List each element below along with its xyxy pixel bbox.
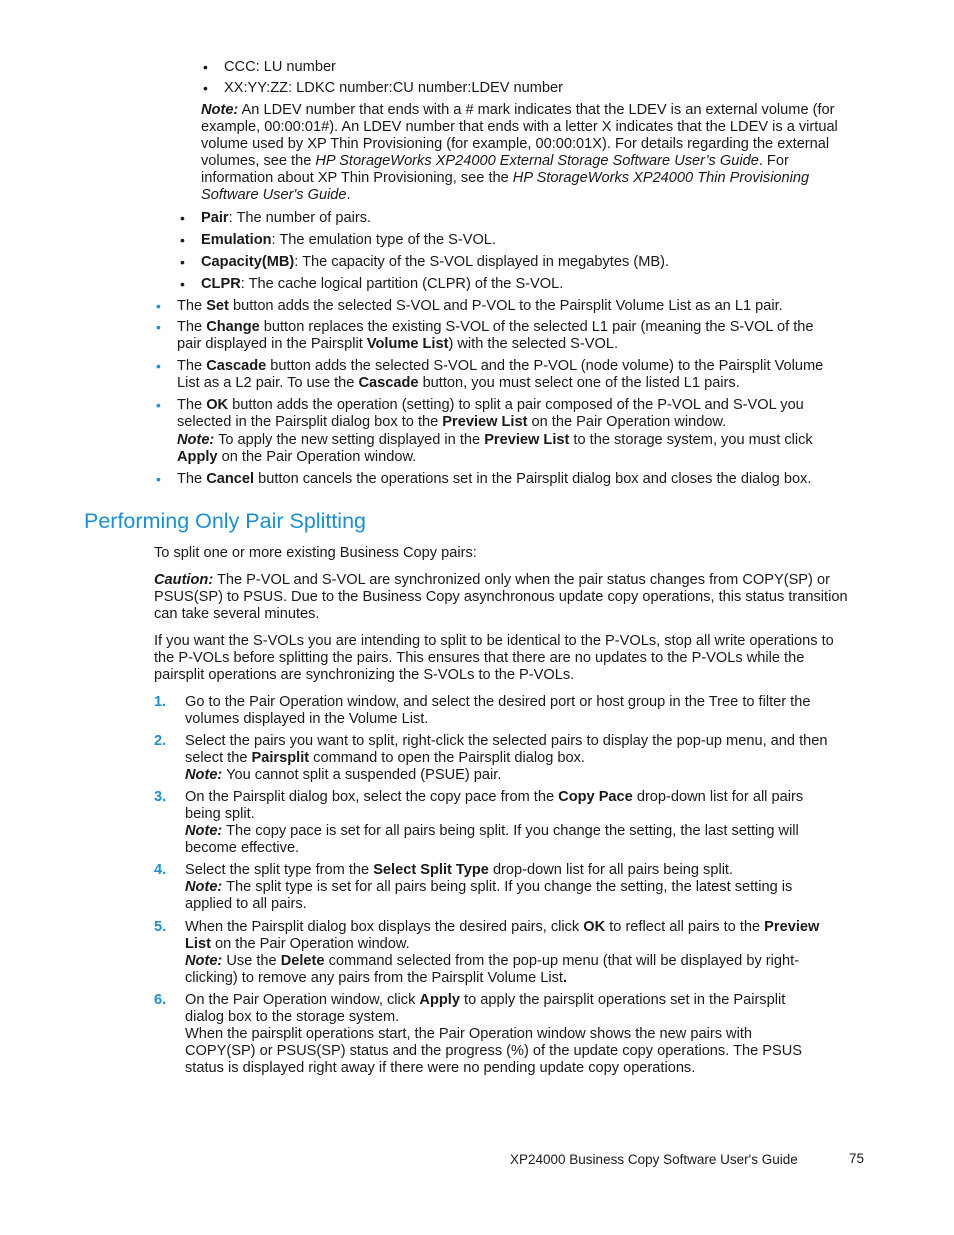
intro-text: To split one or more existing Business Copy pairs: (154, 545, 477, 561)
bullet-dot: • (180, 232, 185, 248)
cancel-button-desc: The Cancel button cancels the operations set in the Pairsplit dialog box and closes the dialog box. (177, 471, 812, 487)
change-button-desc: The Change button replaces the existing S-VOL of the selected L1 pair (meaning the S-VOL of the pair displayed in the Pairsplit Volume List) with the selected S-VOL. (177, 319, 814, 352)
sync-paragraph: If you want the S-VOLs you are intending to split to be identical to the P-VOLs, stop all write operations to the P-VOLs before splitting the pairs. This ensures that there are no updates to the P-VOLs while the pairsplit operations are synchronizing the S-VOLs to the P-VOLs. (154, 633, 834, 683)
bullet-dot: • (156, 319, 161, 335)
field-emulation: Emulation: The emulation type of the S-VOL. (201, 232, 496, 248)
bullet-dot: • (180, 254, 185, 270)
sub-bullet-ccc: CCC: LU number (224, 59, 336, 75)
field-clpr: CLPR: The cache logical partition (CLPR) of the S-VOL. (201, 276, 564, 292)
sub-bullet-xxyyzz: XX:YY:ZZ: LDKC number:CU number:LDEV number (224, 80, 564, 96)
section-heading: Performing Only Pair Splitting (84, 509, 366, 533)
bullet-dot: • (180, 276, 185, 292)
step-5: When the Pairsplit dialog box displays the desired pairs, click OK to reflect all pairs to the Preview List on the Pair Operation window. Note: Use the Delete command selected from the pop-up menu (that will be displayed by right-clicking) to remove any pairs from the Pairsplit Volume List. (185, 919, 820, 986)
bullet-dot: • (156, 471, 161, 487)
page-number: 75 (849, 1151, 865, 1166)
ok-note: Note: To apply the new setting displayed in the Preview List to the storage system, you must click Apply on the Pair Operation window. (177, 432, 813, 465)
bullet-dot: • (156, 358, 161, 374)
caution-paragraph: Caution: The P-VOL and S-VOL are synchronized only when the pair status changes from COPY(SP) or PSUS(SP) to PSUS. Due to the Business Copy asynchronous update copy operations, this status transition can take several minutes. (154, 572, 848, 622)
bullet-dot: • (156, 397, 161, 413)
note-label: Note: (201, 102, 239, 118)
note-text: . (346, 187, 351, 203)
ok-button-desc: The OK button adds the operation (setting) to split a pair composed of the P-VOL and S-VOL you selected in the Pairsplit dialog box to the Preview List on the Pair Operation window. (177, 397, 804, 430)
step-3: On the Pairsplit dialog box, select the copy pace from the Copy Pace drop-down list for all pairs being split. Note: The copy pace is set for all pairs being split. If you change the setting, the last setting will become effective. (185, 789, 804, 856)
note-text: . For information about XP Thin Provisioning, see the (201, 153, 789, 186)
note-ldev (201, 102, 841, 204)
step-6: On the Pair Operation window, click Apply to apply the pairsplit operations set in the Pairsplit dialog box to the storage system. When the pairsplit operations start, the Pair Operation window shows the new pairs with COPY(SP) or PSUS(SP) status and the progress (%) of the update copy operations. The PSUS status is displayed right away if there were no pending update copy operations. (185, 992, 803, 1076)
step-number: 3. (154, 789, 167, 805)
footer-guide-title: XP24000 Business Copy Software User's Guide (510, 1152, 798, 1167)
set-button-desc: The Set button adds the selected S-VOL and P-VOL to the Pairsplit Volume List as an L1 pair. (177, 298, 783, 314)
bullet-dot: • (180, 210, 185, 226)
note-text: An LDEV number that ends with a # mark indicates that the LDEV is an external volume (for example, 00:00:01#). An LDEV number that ends with a letter X indicates that the LDEV is a virtual volume used by XP Thin Provisioning (for example, 00:00:01X). For details regarding the external volumes, see the (201, 102, 838, 169)
step-number: 4. (154, 862, 167, 878)
step-number: 2. (154, 733, 167, 749)
step-1: Go to the Pair Operation window, and select the desired port or host group in the Tree to filter the volumes displayed in the Volume List. (185, 694, 811, 727)
bullet-dot: • (203, 80, 208, 96)
doc-reference: HP StorageWorks XP24000 External Storage Software User’s Guide (315, 153, 759, 169)
step-4: Select the split type from the Select Split Type drop-down list for all pairs being split. Note: The split type is set for all pairs being split. If you change the setting, the latest setting is applied to all pairs. (185, 862, 793, 912)
bullet-dot: • (203, 59, 208, 75)
step-number: 6. (154, 992, 167, 1008)
step-number: 1. (154, 694, 167, 710)
cascade-button-desc: The Cascade button adds the selected S-VOL and the P-VOL (node volume) to the Pairsplit Volume List as a L2 pair. To use the Cascade button, you must select one of the listed L1 pairs. (177, 358, 824, 391)
step-number: 5. (154, 919, 167, 935)
field-pair: Pair: The number of pairs. (201, 210, 372, 226)
field-capacity: Capacity(MB): The capacity of the S-VOL displayed in megabytes (MB). (201, 254, 669, 270)
step-2: Select the pairs you want to split, right-click the selected pairs to display the pop-up menu, and then select the Pairsplit command to open the Pairsplit dialog box. Note: You cannot split a suspended (PSUE) pair. (185, 733, 828, 783)
doc-reference: HP StorageWorks XP24000 Thin Provisioning Software User's Guide (201, 170, 810, 203)
bullet-dot: • (156, 298, 161, 314)
